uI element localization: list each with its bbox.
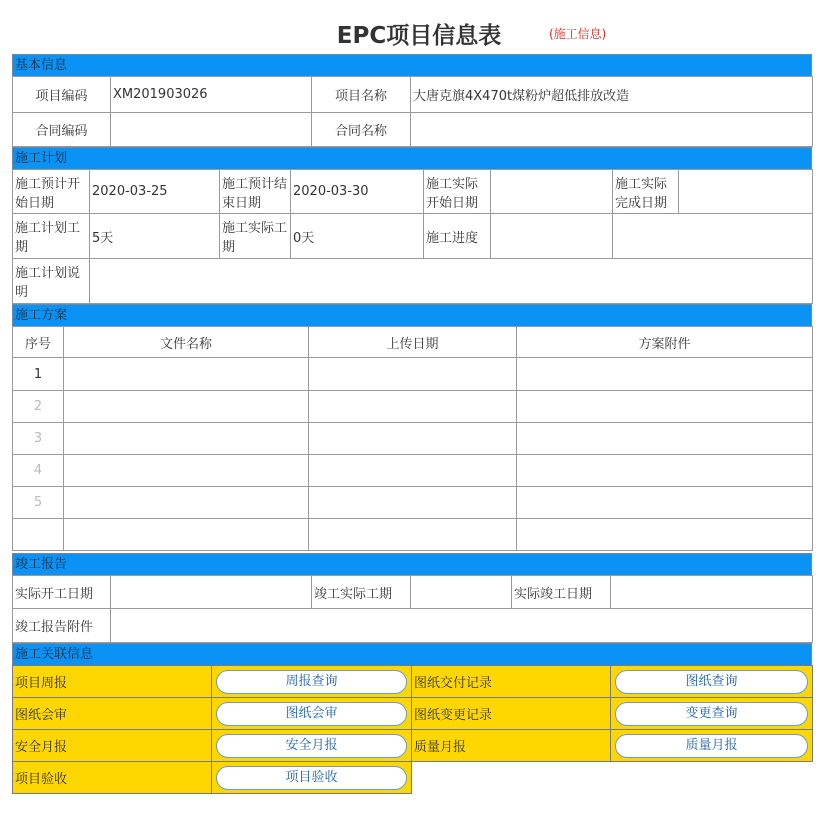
table-row (13, 519, 813, 551)
contract-code-label: 合同编码 (13, 113, 111, 147)
scheme-header-seq: 序号 (13, 327, 64, 358)
completion-done-label: 实际竣工日期 (512, 576, 611, 609)
completion-table (12, 575, 813, 643)
actual-start-value (491, 170, 613, 214)
info-form (12, 54, 812, 794)
safety-label: 安全月报 (13, 730, 212, 762)
drawing-delivery-label: 图纸交付记录 (412, 666, 611, 698)
planned-end-value: 2020-03-30 (291, 170, 424, 214)
section-plan: 施工计划 (12, 147, 812, 169)
plan-description-label: 施工计划说明 (13, 259, 90, 304)
project-code-value: XM201903026 (111, 77, 312, 113)
weekly-label: 项目周报 (13, 666, 212, 698)
completion-period-value (411, 576, 512, 609)
drawing-query-button[interactable]: 图纸查询 (615, 670, 808, 694)
related-table (12, 665, 813, 794)
planned-start-label: 施工预计开始日期 (13, 170, 90, 214)
drawing-review-button[interactable]: 图纸会审 (216, 702, 407, 726)
row-number: 1 (13, 358, 64, 391)
row-number: 4 (13, 455, 64, 487)
drawing-change-label: 图纸变更记录 (412, 698, 611, 730)
row-number: 5 (13, 487, 64, 519)
table-row (13, 487, 813, 519)
completion-start-label: 实际开工日期 (13, 576, 111, 609)
section-scheme: 施工方案 (12, 304, 812, 326)
completion-attach-label: 竣工报告附件 (13, 609, 111, 643)
project-name-value: 大唐克旗4X470t煤粉炉超低排放改造 (411, 77, 813, 113)
acceptance-label: 项目验收 (13, 762, 212, 794)
section-related: 施工关联信息 (12, 643, 812, 665)
actual-duration-label: 施工实际工期 (220, 214, 291, 259)
safety-report-button[interactable]: 安全月报 (216, 734, 407, 758)
row-number: 3 (13, 423, 64, 455)
completion-start-value (111, 576, 312, 609)
title-tag: (施工信息) (549, 27, 607, 41)
project-code-label: 项目编码 (13, 77, 111, 113)
related-empty (412, 762, 813, 794)
weekly-query-button[interactable]: 周报查询 (216, 670, 407, 694)
quality-report-button[interactable]: 质量月报 (615, 734, 808, 758)
table-row (13, 455, 813, 487)
contract-name-value (411, 113, 813, 147)
plan-description-value (90, 259, 813, 304)
section-basic: 基本信息 (12, 54, 812, 76)
acceptance-button[interactable]: 项目验收 (216, 766, 407, 790)
completion-period-label: 竣工实际工期 (312, 576, 411, 609)
progress-label: 施工进度 (424, 214, 491, 259)
completion-done-value (611, 576, 813, 609)
basic-table (12, 76, 813, 147)
table-row (13, 358, 813, 391)
row-number (13, 519, 64, 551)
row-number: 2 (13, 391, 64, 423)
planned-duration-label: 施工计划工期 (13, 214, 90, 259)
change-query-button[interactable]: 变更查询 (615, 702, 808, 726)
actual-end-value (679, 170, 813, 214)
scheme-header-date: 上传日期 (309, 327, 517, 358)
scheme-header-attach: 方案附件 (517, 327, 813, 358)
contract-name-label: 合同名称 (312, 113, 411, 147)
planned-start-value: 2020-03-25 (90, 170, 220, 214)
section-completion: 竣工报告 (12, 553, 812, 575)
page-title: EPC项目信息表 (336, 23, 502, 49)
progress-extra (613, 214, 813, 259)
table-row (13, 391, 813, 423)
planned-duration-value: 5天 (90, 214, 220, 259)
contract-code-value (111, 113, 312, 147)
actual-start-label: 施工实际开始日期 (424, 170, 491, 214)
completion-attach-value (111, 609, 813, 643)
actual-duration-value: 0天 (291, 214, 424, 259)
progress-value (491, 214, 613, 259)
project-name-label: 项目名称 (312, 77, 411, 113)
scheme-header-file: 文件名称 (64, 327, 309, 358)
quality-label: 质量月报 (412, 730, 611, 762)
scheme-table (12, 326, 813, 551)
planned-end-label: 施工预计结束日期 (220, 170, 291, 214)
table-row (13, 423, 813, 455)
actual-end-label: 施工实际完成日期 (613, 170, 679, 214)
drawing-review-label: 图纸会审 (13, 698, 212, 730)
plan-table (12, 169, 813, 304)
